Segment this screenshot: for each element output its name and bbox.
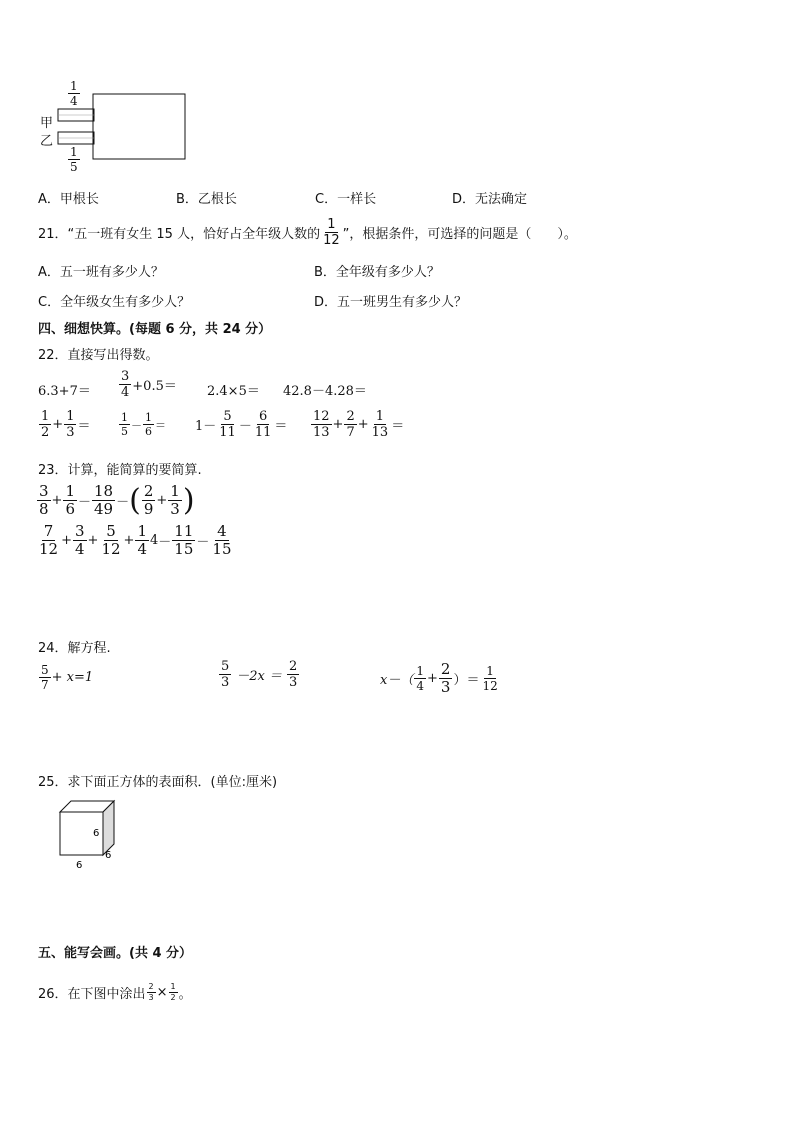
q22-expr-3: 2.4×5＝	[207, 384, 260, 399]
q21-option-c: C．全年级女生有多少人？	[38, 295, 191, 310]
q22-expr-7: 1－ $\frac{5}{11}$ － $\frac{6}{11}$ ＝	[195, 409, 288, 440]
cube-dim-depth: 6	[105, 850, 112, 861]
q20-box	[93, 94, 185, 159]
q26-text: 26．在下图中涂出	[38, 987, 146, 1002]
q20-label-jia: 甲	[40, 116, 54, 131]
q25-title: 25．求下面正方体的表面积．(单位:厘米)	[38, 775, 278, 790]
q22-expr-6: $\frac{1}{5}$ － $\frac{1}{6}$ ＝	[121, 411, 166, 438]
cube-diagram	[55, 798, 125, 873]
q20-option-b: B．乙根长	[176, 192, 237, 207]
section4-title: 四、细想快算。(每题 6 分，共 24 分）	[38, 322, 272, 337]
q20-label-yi: 乙	[40, 134, 54, 149]
q20-option-a: A．甲根长	[38, 192, 99, 207]
cube-dim-front-right: 6	[93, 828, 100, 839]
q22-expr-5: $\frac{1}{2}$ + $\frac{1}{3}$ ＝	[41, 409, 91, 440]
q21-text-after: ”，根据条件，可选择的问题是（ ）。	[342, 226, 577, 242]
q23-expr-1: $\frac{3}{8}$ + $\frac{1}{6}$ － $\frac{18}{49}$ － ( $\frac{2}{9}$ + $\frac{1}{3}$ )	[39, 482, 195, 518]
q20-diagram	[38, 80, 198, 175]
q21-fraction: $\frac{1}{12}$	[323, 216, 340, 248]
q21-option-d: D．五一班男生有多少人？	[314, 295, 468, 310]
q21-option-a: A．五一班有多少人？	[38, 265, 164, 280]
q20-option-d: D．无法确定	[452, 192, 528, 207]
section5-title: 五、能写会画。(共 4 分）	[38, 946, 193, 961]
q26-fraction-1: $\frac{2}{3}$	[148, 982, 154, 1002]
q23-title: 23．计算，能简算的要简算.	[38, 463, 202, 478]
q24-equation-3: x－（ $\frac{1}{4}$ + $\frac{2}{3}$ ）＝ $\frac{1}{12}$	[380, 660, 498, 696]
q21-option-b: B．全年级有多少人？	[314, 265, 440, 280]
q20-strips-figure	[38, 80, 198, 175]
q24-equation-2: $\frac{5}{3}$ －2x ＝ $\frac{2}{3}$	[221, 659, 298, 690]
q23-expr-2: $\frac{7}{12}$ + $\frac{3}{4}$ + $\frac{5}{12}$ + $\frac{1}{4}$ 4 － $\frac{11}{15}$ － $\frac{4}{15}$	[39, 522, 232, 558]
q20-bottom-fraction: $\frac{1}{5}$	[70, 145, 78, 174]
q20-top-fraction: $\frac{1}{4}$	[70, 79, 78, 108]
q26-question: 26．在下图中涂出 $\frac{2}{3}$ × $\frac{1}{2}$ 。	[38, 982, 192, 1002]
q22-expr-4: 42.8－4.28＝	[283, 384, 367, 399]
q22-expr-8: $\frac{12}{13}$ + $\frac{2}{7}$ + $\frac{1}{13}$ ＝	[313, 409, 405, 440]
cube-dim-bottom: 6	[76, 860, 83, 871]
q25-cube-figure	[55, 798, 125, 873]
q20-option-c: C．一样长	[315, 192, 377, 207]
q24-title: 24．解方程.	[38, 641, 111, 656]
q26-fraction-2: $\frac{1}{2}$	[170, 982, 176, 1002]
q21-text-before: 21．“五一班有女生 15 人，恰好占全年级人数的	[38, 226, 321, 242]
q22-title: 22．直接写出得数。	[38, 348, 159, 363]
q24-equation-1: $\frac{5}{7}$ + x=1	[41, 663, 94, 692]
q21-question	[38, 214, 577, 250]
q22-expr-1: 6.3+7＝	[38, 384, 91, 399]
q22-expr-2: $\frac{3}{4}$ +0.5＝	[121, 369, 177, 400]
